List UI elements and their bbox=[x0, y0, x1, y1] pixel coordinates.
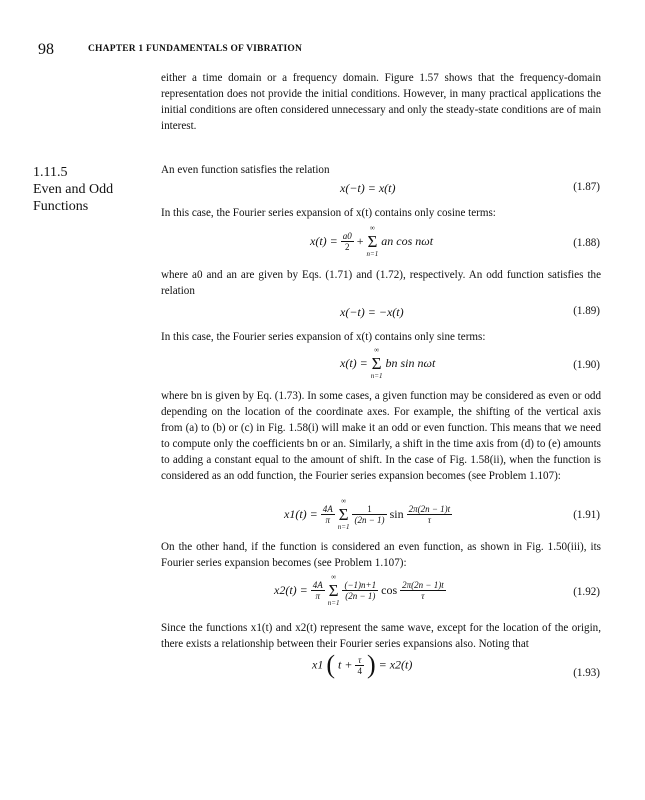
equation-1-92 bbox=[274, 573, 446, 608]
chapter-header: CHAPTER 1 FUNDAMENTALS OF VIBRATION bbox=[88, 44, 303, 54]
summation bbox=[338, 497, 350, 532]
equation-number: (1.88) bbox=[573, 237, 600, 249]
function-name: sin bbox=[389, 507, 404, 521]
sum-upper: ∞ bbox=[374, 346, 380, 354]
left-paren: ( bbox=[326, 650, 335, 679]
fraction bbox=[355, 655, 364, 676]
fraction-numerator: 1 bbox=[367, 504, 372, 514]
term-fraction bbox=[352, 504, 386, 525]
summation bbox=[367, 224, 379, 259]
coefficient-fraction bbox=[311, 580, 325, 601]
paragraph-7: Since the functions x1(t) and x2(t) represent the same wave, except for the location of the origin, there exists a relationship between their Fourier series expansions also. Noting that bbox=[161, 622, 601, 650]
sigma-icon: Σ bbox=[371, 354, 382, 373]
argument-fraction bbox=[407, 504, 453, 525]
equation-number: (1.89) bbox=[573, 305, 600, 317]
fraction-numerator: τ bbox=[358, 654, 362, 665]
fraction-numerator: 2π(2n − 1)t bbox=[408, 504, 451, 514]
coefficient-fraction bbox=[321, 504, 335, 525]
sigma-icon: Σ bbox=[338, 505, 349, 524]
fraction-numerator: 4A bbox=[322, 504, 333, 514]
equation-1-89: x(−t) = −x(t) bbox=[340, 305, 404, 319]
eq-lhs: x(t) = bbox=[310, 234, 338, 248]
sum-upper: ∞ bbox=[341, 497, 347, 505]
argument-fraction bbox=[400, 580, 446, 601]
paragraph-2: In this case, the Fourier series expansion of x(t) contains only cosine terms: bbox=[161, 207, 496, 219]
sigma-icon: Σ bbox=[328, 581, 339, 600]
paragraph-1: An even function satisfies the relation bbox=[161, 164, 330, 176]
fraction-denominator: π bbox=[311, 590, 325, 601]
equation-number: (1.93) bbox=[573, 667, 600, 679]
fraction-numerator: (−1)n+1 bbox=[344, 580, 377, 590]
paragraph-3: where a0 and an are given by Eqs. (1.71) and (1.72), respectively. An odd function satisfies the relation bbox=[161, 269, 601, 297]
fraction-numerator: a0 bbox=[342, 231, 352, 241]
term-fraction bbox=[342, 580, 378, 601]
sum-lower: n=1 bbox=[370, 372, 383, 380]
equation-number: (1.90) bbox=[573, 359, 600, 371]
fraction-denominator: (2n − 1) bbox=[342, 590, 378, 601]
paragraph-6: On the other hand, if the function is considered an even function, as shown in Fig. 1.50(iii), its Fourier series expansion becomes (see Problem 1.107): bbox=[161, 541, 601, 569]
eq-inner: t + bbox=[338, 657, 353, 672]
equation-1-90 bbox=[340, 346, 435, 381]
equation-1-87: x(−t) = x(t) bbox=[340, 181, 396, 195]
paragraph-4: In this case, the Fourier series expansion of x(t) contains only sine terms: bbox=[161, 331, 486, 343]
fraction-denominator: τ bbox=[407, 514, 453, 525]
page-number: 98 bbox=[38, 41, 54, 58]
summation bbox=[371, 346, 383, 381]
sum-upper: ∞ bbox=[331, 573, 337, 581]
eq-term: an cos nωt bbox=[381, 234, 434, 248]
fraction-denominator: 4 bbox=[357, 665, 362, 676]
equation-1-93 bbox=[312, 650, 412, 680]
sum-lower: n=1 bbox=[327, 599, 340, 607]
equation-number: (1.91) bbox=[573, 509, 600, 521]
eq-lhs: x2(t) = bbox=[274, 583, 308, 597]
plus-sign: + bbox=[356, 234, 364, 248]
sigma-icon: Σ bbox=[367, 232, 378, 251]
eq-rhs: = x2(t) bbox=[378, 657, 413, 672]
eq-lhs: x(t) = bbox=[340, 356, 368, 370]
equation-number: (1.87) bbox=[573, 181, 600, 193]
fraction-denominator: 2 bbox=[341, 241, 354, 252]
fraction-denominator: π bbox=[321, 514, 335, 525]
section-number: 1.11.5 bbox=[33, 165, 68, 180]
eq-lhs: x1(t) = bbox=[284, 507, 318, 521]
fraction-numerator: 4A bbox=[312, 580, 323, 590]
function-name: cos bbox=[381, 583, 398, 597]
equation-1-88 bbox=[310, 224, 433, 259]
sum-upper: ∞ bbox=[369, 224, 375, 232]
fraction-denominator: τ bbox=[400, 590, 446, 601]
fraction-numerator: 2π(2n − 1)t bbox=[402, 580, 444, 590]
equation-number: (1.92) bbox=[573, 586, 600, 598]
paragraph-5: where bn is given by Eq. (1.73). In some cases, a given function may be considered as even or odd depending on the location of the coordinate axes. For example, the shifting of the vertical axis from (a) to (b) or (c) in Fig. 1.58(i) will make it an odd or even function. This means that we need to compute only the coefficients bn or an. Similarly, a shift in the time axis from (d) to (e) amounts to adding a constant equal to the amount of shift. In the case of Fig. 1.58(ii), when the function is considered as an odd function, the Fourier series expansion becomes (see Problem 1.107): bbox=[161, 390, 601, 482]
eq-lhs: x1 bbox=[312, 657, 324, 672]
equation-1-91 bbox=[284, 497, 452, 532]
summation bbox=[328, 573, 340, 608]
section-title: Even and Odd Functions bbox=[33, 182, 114, 214]
sum-lower: n=1 bbox=[366, 250, 379, 258]
intro-paragraph: either a time domain or a frequency domain. Figure 1.57 shows that the frequency-domain representation does not provide the initial conditions. However, in many practical applications the initial conditions are often considered unnecessary and only the steady-state conditions are of main interest. bbox=[161, 72, 601, 132]
fraction-denominator: (2n − 1) bbox=[354, 515, 385, 525]
fraction bbox=[341, 231, 354, 252]
sum-lower: n=1 bbox=[337, 523, 350, 531]
eq-term: bn sin nωt bbox=[385, 356, 436, 370]
right-paren: ) bbox=[366, 650, 376, 679]
